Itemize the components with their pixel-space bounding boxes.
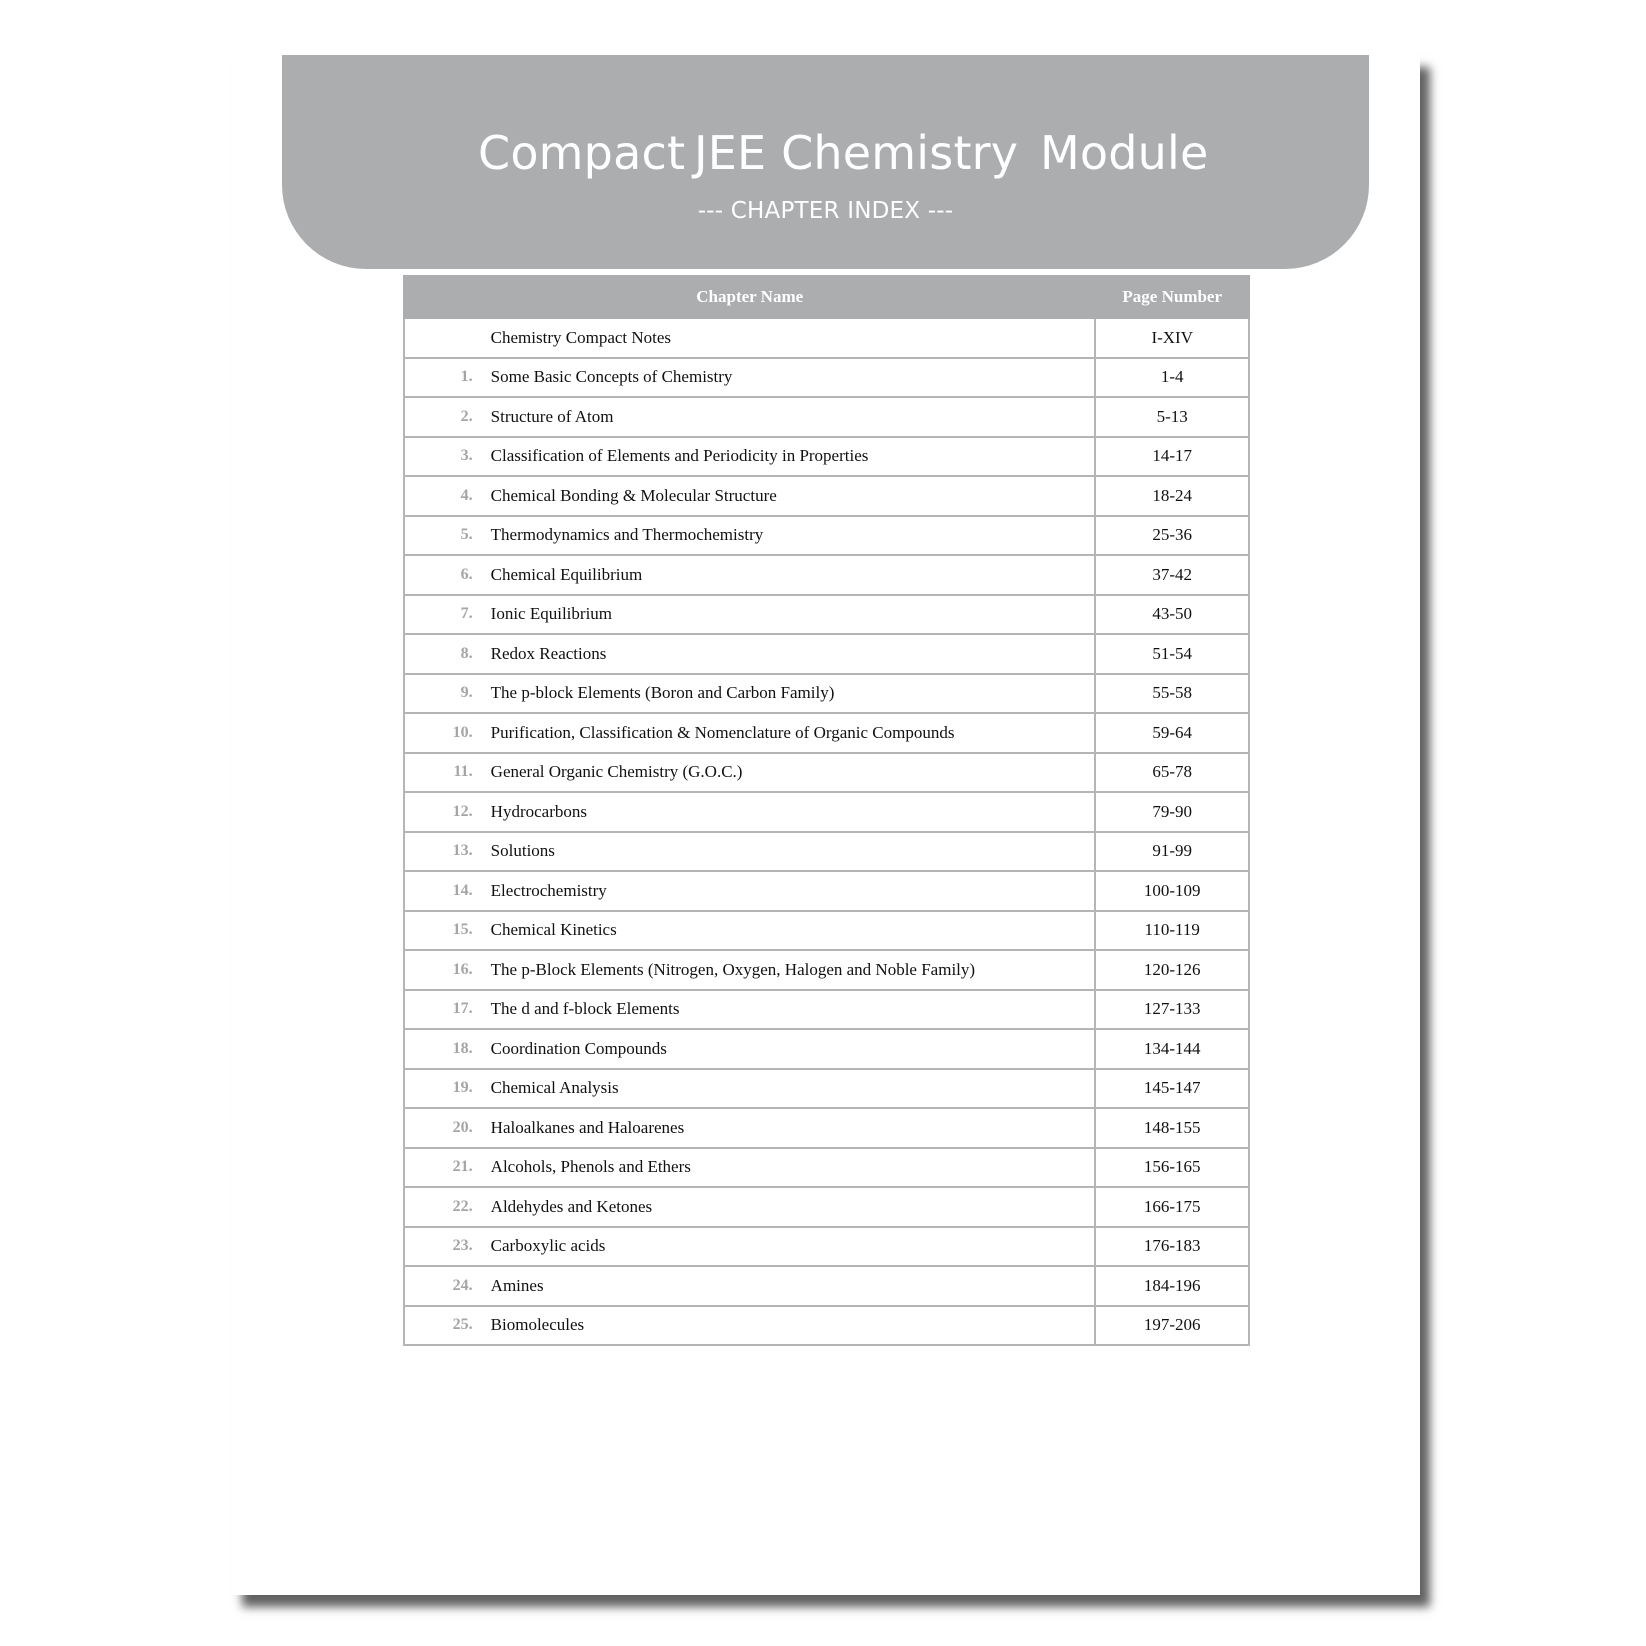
page-range: 59-64 bbox=[1095, 713, 1249, 753]
chapter-number: 9. bbox=[404, 674, 491, 714]
column-header-page-number: Page Number bbox=[1095, 276, 1249, 318]
table-row bbox=[404, 911, 1249, 951]
table-row bbox=[404, 753, 1249, 793]
table-row bbox=[404, 871, 1249, 911]
page-range: 134-144 bbox=[1095, 1029, 1249, 1069]
table-row bbox=[404, 634, 1249, 674]
chapter-name: Aldehydes and Ketones bbox=[491, 1187, 1096, 1227]
chapter-name: Haloalkanes and Haloarenes bbox=[491, 1108, 1096, 1148]
table-row bbox=[404, 555, 1249, 595]
page-range: 145-147 bbox=[1095, 1069, 1249, 1109]
table-row bbox=[404, 832, 1249, 872]
chapter-number: 18. bbox=[404, 1029, 491, 1069]
page-range: 127-133 bbox=[1095, 990, 1249, 1030]
table-row bbox=[404, 792, 1249, 832]
chapter-name: Chemical Equilibrium bbox=[491, 555, 1096, 595]
document-page bbox=[232, 55, 1420, 1595]
page-range: I-XIV bbox=[1095, 318, 1249, 358]
table-row bbox=[404, 516, 1249, 556]
table-row bbox=[404, 1306, 1249, 1346]
chapter-number: 19. bbox=[404, 1069, 491, 1109]
table-row bbox=[404, 318, 1249, 358]
chapter-index-table bbox=[403, 275, 1250, 1346]
table-row bbox=[404, 1029, 1249, 1069]
chapter-name: General Organic Chemistry (G.O.C.) bbox=[491, 753, 1096, 793]
table-row bbox=[404, 358, 1249, 398]
chapter-number: 11. bbox=[404, 753, 491, 793]
table-body bbox=[404, 318, 1249, 1345]
chapter-name: Amines bbox=[491, 1266, 1096, 1306]
chapter-name: The d and f-block Elements bbox=[491, 990, 1096, 1030]
page-range: 14-17 bbox=[1095, 437, 1249, 477]
chapter-number: 3. bbox=[404, 437, 491, 477]
page-range: 148-155 bbox=[1095, 1108, 1249, 1148]
chapter-number: 14. bbox=[404, 871, 491, 911]
table-row bbox=[404, 713, 1249, 753]
table-row bbox=[404, 1108, 1249, 1148]
chapter-name: Thermodynamics and Thermochemistry bbox=[491, 516, 1096, 556]
chapter-name: Electrochemistry bbox=[491, 871, 1096, 911]
chapter-number bbox=[404, 318, 491, 358]
page-range: 110-119 bbox=[1095, 911, 1249, 951]
chapter-name: Coordination Compounds bbox=[491, 1029, 1096, 1069]
page-range: 120-126 bbox=[1095, 950, 1249, 990]
table-row bbox=[404, 1148, 1249, 1188]
page-range: 43-50 bbox=[1095, 595, 1249, 635]
title-word-compact: Compact bbox=[478, 126, 686, 180]
page-range: 184-196 bbox=[1095, 1266, 1249, 1306]
chapter-number: 16. bbox=[404, 950, 491, 990]
chapter-number: 6. bbox=[404, 555, 491, 595]
page-range: 25-36 bbox=[1095, 516, 1249, 556]
page-range: 1-4 bbox=[1095, 358, 1249, 398]
page-range: 37-42 bbox=[1095, 555, 1249, 595]
table-row bbox=[404, 476, 1249, 516]
page-range: 197-206 bbox=[1095, 1306, 1249, 1346]
page-range: 65-78 bbox=[1095, 753, 1249, 793]
chapter-name: Solutions bbox=[491, 832, 1096, 872]
chapter-name: Chemical Bonding & Molecular Structure bbox=[491, 476, 1096, 516]
table-row bbox=[404, 1069, 1249, 1109]
document-title bbox=[282, 123, 1369, 183]
page-range: 5-13 bbox=[1095, 397, 1249, 437]
chapter-name: Carboxylic acids bbox=[491, 1227, 1096, 1267]
page-range: 18-24 bbox=[1095, 476, 1249, 516]
page-range: 51-54 bbox=[1095, 634, 1249, 674]
chapter-index-subtitle: --- CHAPTER INDEX --- bbox=[697, 198, 954, 224]
page-range: 166-175 bbox=[1095, 1187, 1249, 1227]
page-range: 176-183 bbox=[1095, 1227, 1249, 1267]
table-row bbox=[404, 595, 1249, 635]
chapter-number: 12. bbox=[404, 792, 491, 832]
title-word-jee-chemistry: JEE Chemistry bbox=[694, 126, 1019, 180]
chapter-name: Classification of Elements and Periodicity in Properties bbox=[491, 437, 1096, 477]
table-row bbox=[404, 1187, 1249, 1227]
title-word-module: Module bbox=[1040, 126, 1209, 180]
chapter-name: Chemical Analysis bbox=[491, 1069, 1096, 1109]
table-header-row bbox=[404, 276, 1249, 318]
chapter-number: 22. bbox=[404, 1187, 491, 1227]
chapter-name: Purification, Classification & Nomenclature of Organic Compounds bbox=[491, 713, 1096, 753]
chapter-number: 5. bbox=[404, 516, 491, 556]
chapter-name: Redox Reactions bbox=[491, 634, 1096, 674]
chapter-name: Structure of Atom bbox=[491, 397, 1096, 437]
chapter-number: 20. bbox=[404, 1108, 491, 1148]
chapter-number: 10. bbox=[404, 713, 491, 753]
chapter-name: Chemical Kinetics bbox=[491, 911, 1096, 951]
chapter-number: 17. bbox=[404, 990, 491, 1030]
chapter-name: Ionic Equilibrium bbox=[491, 595, 1096, 635]
chapter-number: 23. bbox=[404, 1227, 491, 1267]
chapter-number: 7. bbox=[404, 595, 491, 635]
chapter-number: 2. bbox=[404, 397, 491, 437]
chapter-name: Chemistry Compact Notes bbox=[491, 318, 1096, 358]
chapter-number: 21. bbox=[404, 1148, 491, 1188]
chapter-number: 1. bbox=[404, 358, 491, 398]
table-row bbox=[404, 397, 1249, 437]
table-row bbox=[404, 950, 1249, 990]
table-row bbox=[404, 1266, 1249, 1306]
column-header-chapter-name: Chapter Name bbox=[404, 276, 1095, 318]
page-range: 91-99 bbox=[1095, 832, 1249, 872]
table-row bbox=[404, 1227, 1249, 1267]
chapter-number: 25. bbox=[404, 1306, 491, 1346]
table-row bbox=[404, 437, 1249, 477]
table-row bbox=[404, 674, 1249, 714]
page-range: 156-165 bbox=[1095, 1148, 1249, 1188]
page-range: 100-109 bbox=[1095, 871, 1249, 911]
chapter-name: The p-Block Elements (Nitrogen, Oxygen, Halogen and Noble Family) bbox=[491, 950, 1096, 990]
page-range: 55-58 bbox=[1095, 674, 1249, 714]
header-banner bbox=[282, 55, 1369, 269]
chapter-number: 4. bbox=[404, 476, 491, 516]
chapter-name: Biomolecules bbox=[491, 1306, 1096, 1346]
table-row bbox=[404, 990, 1249, 1030]
chapter-name: Hydrocarbons bbox=[491, 792, 1096, 832]
chapter-number: 8. bbox=[404, 634, 491, 674]
chapter-number: 15. bbox=[404, 911, 491, 951]
page-range: 79-90 bbox=[1095, 792, 1249, 832]
chapter-number: 13. bbox=[404, 832, 491, 872]
chapter-name: Alcohols, Phenols and Ethers bbox=[491, 1148, 1096, 1188]
chapter-name: Some Basic Concepts of Chemistry bbox=[491, 358, 1096, 398]
chapter-number: 24. bbox=[404, 1266, 491, 1306]
chapter-name: The p-block Elements (Boron and Carbon Family) bbox=[491, 674, 1096, 714]
